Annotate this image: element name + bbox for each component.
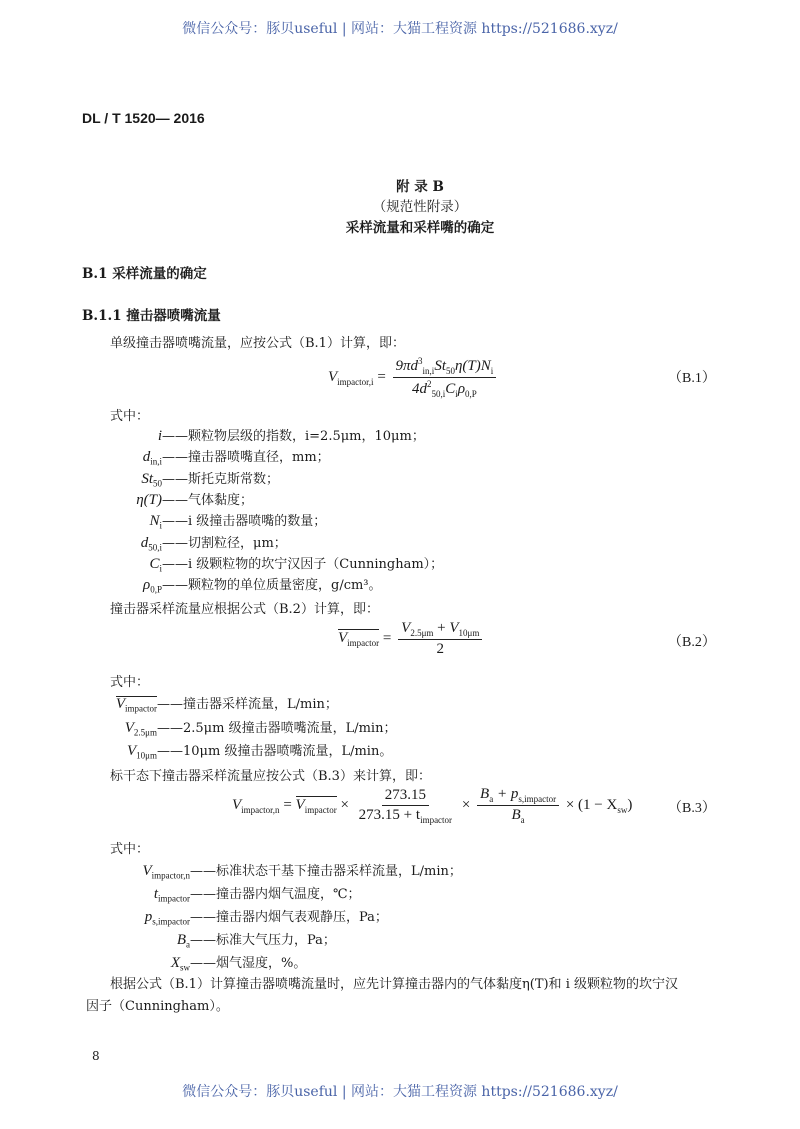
- equation-number-b1: （B.1）: [668, 371, 716, 386]
- definition-item: [80, 425, 425, 446]
- definition-text: ——撞击器采样流量，L/min；: [157, 697, 338, 712]
- section-b1: B.1 采样流量的确定: [82, 266, 207, 282]
- definition-text: ——烟气湿度，%。: [190, 956, 307, 971]
- definition-symbol: $St_{50}$: [141, 470, 162, 489]
- definition-symbol: $N_i$: [149, 513, 162, 531]
- definition-text: ——斯托克斯常数；: [162, 471, 280, 487]
- definition-item: [80, 446, 330, 467]
- appendix-subtitle: （规范性附录）: [372, 199, 468, 215]
- appendix-title: 附 录 B: [396, 179, 444, 195]
- definition-item: [80, 510, 326, 531]
- watermark-top: 微信公众号：豚贝useful | 网站：大猫工程资源 https://521686.xyz/: [182, 21, 618, 37]
- definition-text: ——i 级撞击器喷嘴的数量；: [162, 514, 327, 530]
- definition-text: ——10μm 级撞击器喷嘴流量，L/min。: [157, 744, 393, 759]
- definition-symbol: $t_{impactor}$: [153, 886, 190, 904]
- definition-text: ——切割粒径，μm；: [162, 535, 287, 551]
- definition-text: ——颗粒物的单位质量密度，g/cm³。: [162, 578, 382, 594]
- where-label-1: 式中：: [110, 409, 150, 424]
- definition-text: ——气体黏度；: [162, 492, 254, 508]
- definition-symbol: $V_{2.5\mu m}$: [124, 719, 157, 738]
- definition-text: ——标准大气压力，Pa；: [190, 933, 336, 948]
- equation-b3: $V_{impactor,n} = V_{impactor}$ × $\frac{273.15}{273.15 + t_{impactor}}$ × $\frac{B_a + p_{s,impactor}}{B_a}$ × $(1 - X_{sw})$: [232, 786, 633, 825]
- intro-b3: 标干态下撞击器采样流量应按公式（B.3）来计算，即：: [110, 769, 431, 784]
- definition-symbol: $B_a$: [176, 932, 190, 950]
- definition-text: ——颗粒物层级的指数，i=2.5μm，10μm；: [162, 429, 425, 444]
- definition-text: ——撞击器内烟气表观静压，Pa；: [190, 910, 388, 925]
- definition-text: ——撞击器喷嘴直径，mm；: [162, 450, 330, 466]
- definition-symbol: $d_{in,i}$: [142, 449, 162, 467]
- standard-number: DL / T 1520— 2016: [82, 110, 205, 126]
- intro-b1: 单级撞击器喷嘴流量，应按公式（B.1）计算，即：: [110, 336, 405, 351]
- definition-symbol: $\rho_{0,P}$: [143, 577, 162, 595]
- definition-symbol: $V_{10\mu m}$: [127, 743, 157, 761]
- definition-item: [80, 717, 396, 738]
- definition-item: [80, 952, 306, 973]
- definition-symbol: i: [157, 428, 162, 444]
- closing-line-2: 因子（Cunningham）。: [86, 999, 229, 1014]
- definition-symbol: $V_{impactor}$: [115, 696, 157, 714]
- watermark-bottom: 微信公众号：豚贝useful | 网站：大猫工程资源 https://521686.xyz/: [182, 1084, 618, 1100]
- definition-item: [80, 860, 462, 881]
- definition-item: [80, 574, 382, 595]
- definition-text: ——i 级颗粒物的坎宁汉因子（Cunningham）；: [162, 556, 444, 572]
- definition-symbol: η(T): [136, 491, 162, 508]
- equation-b1: $V_{impactor,i}$ = $\frac{9\pi d^3_{in,i}St_{50}\eta(T)N_i}{4d^2_{50,i}C_i\rho_{0,P}}$: [328, 356, 499, 399]
- definition-item: [80, 929, 336, 950]
- definition-text: ——标准状态干基下撞击器采样流量，L/min；: [190, 864, 462, 879]
- closing-line-1: 根据公式（B.1）计算撞击器喷嘴流量时，应先计算撞击器内的气体黏度η(T)和 i 级颗粒物的坎宁汉: [110, 977, 678, 992]
- definition-item: [80, 489, 253, 510]
- definition-item: [80, 532, 287, 553]
- definition-item: [80, 906, 388, 927]
- page-number: 8: [92, 1049, 100, 1063]
- equation-b2: $V_{impactor}$ = $\frac{V_{2.5\mu m} + V_{10\mu m}}{2}$: [338, 620, 485, 658]
- definition-item: [80, 693, 338, 714]
- definition-symbol: $V_{impactor,n}$: [142, 863, 190, 881]
- definition-item: [80, 740, 392, 761]
- equation-number-b3: （B.3）: [668, 801, 716, 816]
- where-label-3: 式中：: [110, 842, 150, 857]
- definition-text: ——2.5μm 级撞击器喷嘴流量，L/min；: [157, 720, 397, 736]
- appendix-heading: 采样流量和采样嘴的确定: [345, 220, 495, 236]
- definition-symbol: $C_i$: [149, 555, 162, 574]
- definition-item: [80, 468, 279, 489]
- definition-item: [80, 553, 443, 574]
- intro-b2: 撞击器采样流量应根据公式（B.2）计算，即：: [110, 602, 379, 617]
- definition-text: ——撞击器内烟气温度，℃；: [190, 887, 361, 902]
- section-b11: B.1.1 撞击器喷嘴流量: [82, 308, 221, 324]
- equation-number-b2: （B.2）: [668, 635, 716, 650]
- definition-symbol: $X_{sw}$: [170, 955, 190, 973]
- where-label-2: 式中：: [110, 675, 150, 690]
- definition-symbol: $d_{50,i}$: [140, 534, 162, 553]
- definition-symbol: $p_{s,impactor}$: [144, 909, 190, 927]
- definition-item: [80, 883, 361, 904]
